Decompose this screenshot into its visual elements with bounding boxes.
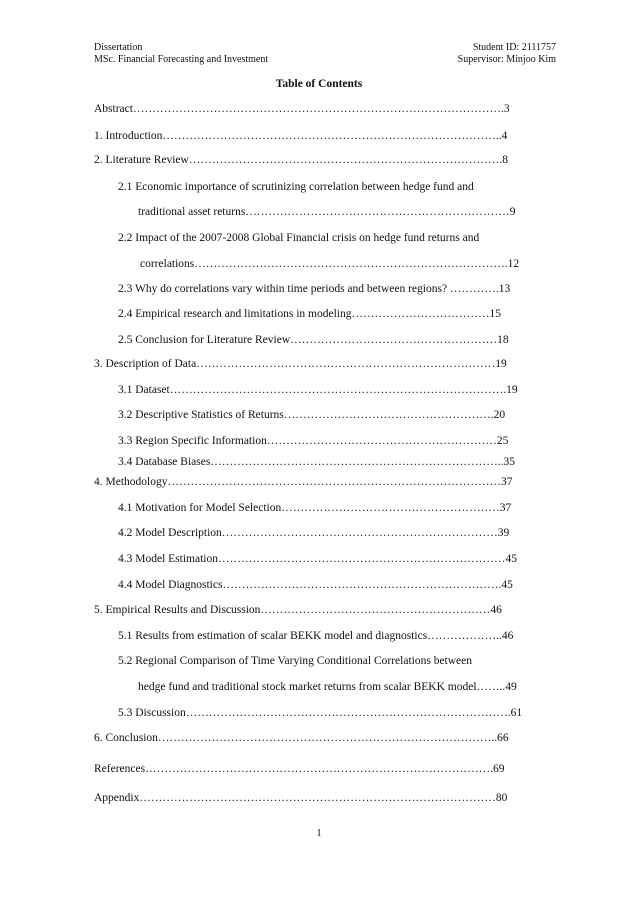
toc-title: Table of Contents <box>275 78 363 90</box>
toc-entry-description-of-data[interactable]: 3. Description of Data……………………………………………………………………19 <box>94 358 507 370</box>
toc-entry-empirical-results[interactable]: 5. Empirical Results and Discussion……………………………………………………46 <box>94 604 502 616</box>
page-number: 1 <box>316 828 322 839</box>
header-document-type: Dissertation <box>94 42 143 53</box>
header-supervisor: Supervisor: Minjoo Kim <box>457 54 556 65</box>
toc-entry-3-1[interactable]: 3.1 Dataset…………………………………………………………………………….19 <box>118 384 518 396</box>
toc-entry-2-2[interactable]: 2.2 Impact of the 2007-2008 Global Financial crisis on hedge fund returns and <box>118 232 480 244</box>
toc-entry-conclusion[interactable]: 6. Conclusion……………………………………………………………………………..66 <box>94 732 509 744</box>
toc-entry-4-4[interactable]: 4.4 Model Diagnostics……………………………………………………………….45 <box>118 579 513 591</box>
toc-entry-2-2-cont[interactable]: correlations……………………………………………………………………….12 <box>140 258 520 270</box>
toc-entry-references[interactable]: References……………………………………………………………………………….69 <box>94 763 505 775</box>
toc-entry-3-3[interactable]: 3.3 Region Specific Information……………………………………………………25 <box>118 435 509 447</box>
toc-entry-abstract[interactable]: Abstract…………………………………………………………………………………….3 <box>94 103 510 115</box>
toc-entry-5-2-cont[interactable]: hedge fund and traditional stock market returns from scalar BEKK model……..49 <box>138 681 517 693</box>
header-left <box>94 42 268 66</box>
toc-entry-3-2[interactable]: 3.2 Descriptive Statistics of Returns……………………………………………….20 <box>118 409 506 421</box>
toc-entry-5-3[interactable]: 5.3 Discussion………………………………………………………………………….61 <box>118 707 523 719</box>
toc-entry-4-1[interactable]: 4.1 Motivation for Model Selection…………………………………………………37 <box>118 502 512 514</box>
toc-entry-methodology[interactable]: 4. Methodology……………………………………………………………………………37 <box>94 476 513 488</box>
header-right <box>458 42 556 66</box>
toc-entry-2-3[interactable]: 2.3 Why do correlations vary within time periods and between regions? ………….13 <box>118 283 511 295</box>
toc-entry-2-1[interactable]: 2.1 Economic importance of scrutinizing correlation between hedge fund and <box>118 181 474 193</box>
toc-entry-5-2[interactable]: 5.2 Regional Comparison of Time Varying Conditional Correlations between <box>118 655 473 667</box>
toc-entry-2-5[interactable]: 2.5 Conclusion for Literature Review………………………………………………18 <box>118 334 509 346</box>
toc-entry-2-4[interactable]: 2.4 Empirical research and limitations in modeling………………………………15 <box>118 308 501 320</box>
toc-entry-4-3[interactable]: 4.3 Model Estimation…………………………………………………………………45 <box>118 553 517 565</box>
toc-entry-3-4[interactable]: 3.4 Database Biases…………………………………………………………………..35 <box>118 456 516 468</box>
toc-entry-2-1-cont[interactable]: traditional asset returns……………………………………………………………9 <box>138 206 516 218</box>
header-student-id: Student ID: 2111757 <box>472 42 556 53</box>
toc-entry-5-1[interactable]: 5.1 Results from estimation of scalar BEKK model and diagnostics………………..46 <box>118 630 514 642</box>
toc-entry-introduction[interactable]: 1. Introduction……………………………………………………………………………..4 <box>94 130 508 142</box>
toc-entry-literature-review[interactable]: 2. Literature Review……………………………………………………………………….8 <box>94 154 508 166</box>
toc-entry-appendix[interactable]: Appendix…………………………………………………………………………………80 <box>94 792 508 804</box>
toc-entry-4-2[interactable]: 4.2 Model Description………………………………………………………………39 <box>118 527 510 539</box>
header-programme: MSc. Financial Forecasting and Investment <box>94 54 269 65</box>
